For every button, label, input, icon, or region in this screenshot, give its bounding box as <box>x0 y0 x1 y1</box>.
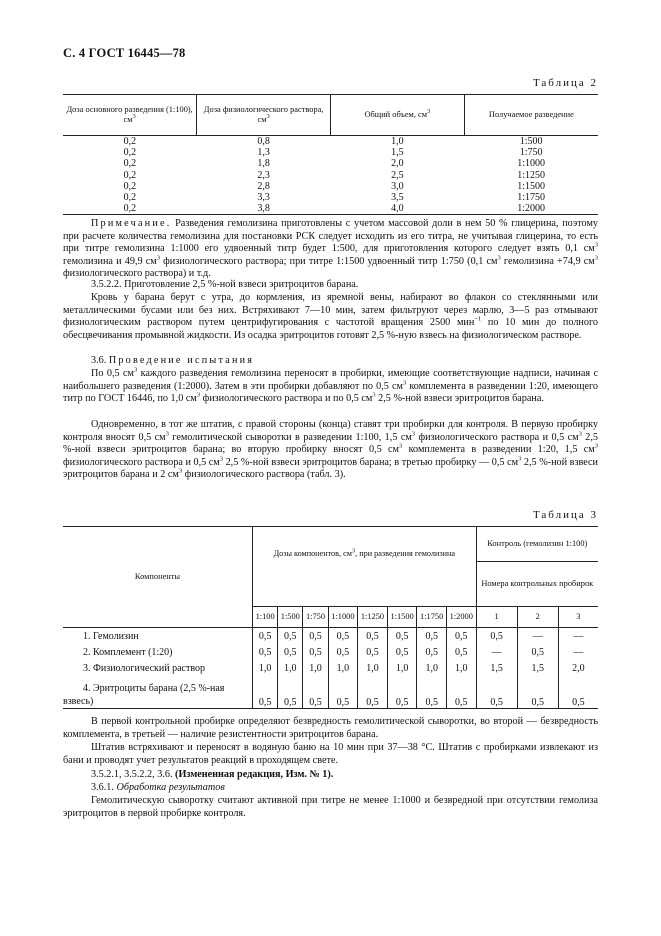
table-row <box>63 676 598 709</box>
table-cell: 0,5 <box>303 628 328 645</box>
table-cell: — <box>558 628 598 645</box>
table-cell: — <box>558 644 598 660</box>
table-3-components-header: Компоненты <box>63 527 253 628</box>
table-cell: 4,0 <box>331 203 465 215</box>
table-row <box>63 147 598 158</box>
edition-bold-text: (Измененная редакция, Изм. № 1). <box>175 769 334 780</box>
table-cell: 0,5 <box>328 644 358 660</box>
table-cell: 0,5 <box>253 644 278 660</box>
table-cell: — <box>476 644 517 660</box>
table-cell: 3,3 <box>257 192 270 204</box>
table-cell: 0,5 <box>558 676 598 709</box>
table-row <box>63 170 598 181</box>
note-lead: Примечание. <box>91 218 172 229</box>
table-cell: 0,2 <box>123 147 137 159</box>
table-3-dilution-header: 1:2000 <box>446 607 476 628</box>
paragraph-text: Штатив встряхивают и переносят в водяную баню на 10 мин при 37—38 °С. Штатив с пробирками извлекают из бани и проводят учет результатов реакций в проходящем свете. <box>63 742 598 766</box>
table-cell: 0,5 <box>417 676 447 709</box>
table-cell: 1,0 <box>417 660 447 676</box>
table-cell: 1,0 <box>253 660 278 676</box>
table-3-component-name: 2. Комплемент (1:20) <box>83 646 173 658</box>
table-3-tube-number-header: 1 <box>476 607 517 628</box>
table-row <box>63 644 598 660</box>
table-cell: 0,5 <box>358 628 388 645</box>
section-number: 3.6.1. <box>91 782 114 793</box>
table-cell: 3,5 <box>391 192 404 204</box>
table-cell: 1,0 <box>446 660 476 676</box>
table-row <box>63 136 598 148</box>
table-cell: — <box>517 628 558 645</box>
table-cell: 0,5 <box>387 644 417 660</box>
table-cell: 0,2 <box>123 136 137 148</box>
table-row <box>63 192 598 203</box>
table-cell: 0,5 <box>387 628 417 645</box>
table-3-dilution-header: 1:1500 <box>387 607 417 628</box>
table-3-component-name: 4. Эритроциты барана (2,5 %-ная взвесь) <box>63 676 253 709</box>
table-cell: 1,0 <box>391 136 404 148</box>
table-cell: 3,8 <box>197 203 331 215</box>
table-cell: 0,5 <box>446 628 476 645</box>
section-title-text: Проведение испытания <box>108 355 255 366</box>
paragraph-text: Гемолитическую сыворотку считают активной при титре не менее 1:1000 и безвредной при отсутствии гемолиза эритроцитов в первой пробирке контроля. <box>63 795 598 819</box>
section-3-6-heading <box>63 355 598 368</box>
table-cell: 0,5 <box>303 644 328 660</box>
table-cell: 0,5 <box>417 628 447 645</box>
table-cell: 0,5 <box>387 676 417 709</box>
paragraph-text: Одновременно, в тот же штатив, с правой стороны (конца) ставят три пробирки для контроля. В первую пробирку контроля вносят 0,5 $см^3$ гемолитической сыворотки в разведении 1:100, 1,5 $см^3$ физиологического раствора и 0,5 $см^3$ 2,5 %-ной взвеси эритроцитов барана; во вторую пробирку вносят 0,5 $см^3$ комплемента в разведении 1:20, 1,5 $см^3$ физиологического раствора и 0,5 $см^3$ 2,5 %-ной взвеси эритроцитов барана; в третью пробирку — 0,5 $см^3$ 2,5 %-ной взвеси эритроцитов барана и 2 $см^3$ физиологического раствора (табл. 3). <box>63 419 598 481</box>
table-3-tube-number-header: 3 <box>558 607 598 628</box>
section-3-6-paragraph-2 <box>63 419 598 482</box>
table-cell: 0,5 <box>328 628 358 645</box>
table-row <box>63 181 598 192</box>
table-3-dilution-header: 1:1750 <box>417 607 447 628</box>
table-3-control-header: Контроль (гемолизин 1:100) <box>476 527 598 562</box>
after-table-paragraph-2 <box>63 742 598 767</box>
page-header: С. 4 ГОСТ 16445—78 <box>63 46 186 60</box>
table-2-header-cell: Получаемое разведение <box>464 95 598 136</box>
table-cell: 1,0 <box>303 660 328 676</box>
table-cell: 1,0 <box>387 660 417 676</box>
table-cell: 0,5 <box>303 676 328 709</box>
table-cell: 1,5 <box>517 660 558 676</box>
section-title-text: Обработка результатов <box>116 782 225 793</box>
table-cell: 0,5 <box>358 676 388 709</box>
section-3-6-1-text <box>63 795 598 820</box>
section-3-5-2-2-text <box>63 292 598 342</box>
table-cell: 2,3 <box>257 169 270 181</box>
table-3-dilution-header: 1:1000 <box>328 607 358 628</box>
table-cell: 0,2 <box>123 180 137 192</box>
note-text: Разведения гемолизина приготовлены с учетом массовой доли в нем 50 % глицерина, поэтому при расчете количества гемолизина для постановки РСК следует исходить из его титра, не учитывая глицерина, то есть при титре гемолизина 1:1000 его удвоенный титр будет 1:500, для приготовления которого следует взять 0,1 $см^3$ гемолизина и 49,9 $см^3$ физиологического раствора; при титре 1:1500 удвоенный титр 1:750 (0,1 $см^3$ гемолизина +74,9 $см^3$ физиологического раствора) и т.д. <box>63 218 598 280</box>
table-2-header-cell: Доза физиологического раствора, $см^3$ <box>197 95 331 136</box>
table-cell: 2,5 <box>391 169 404 181</box>
table-3-dilution-header: 1:500 <box>278 607 303 628</box>
section-3-5-2-2-title <box>63 279 598 292</box>
table-3-component-name: 3. Физиологический раствор <box>83 662 205 674</box>
table-row <box>63 203 598 215</box>
table-cell: 0,5 <box>517 644 558 660</box>
table-3-component-name: 1. Гемолизин <box>83 630 139 642</box>
section-3-6-1-heading <box>63 782 598 795</box>
table-cell: 2,0 <box>391 158 404 170</box>
table-cell: 3,0 <box>391 180 404 192</box>
table-2 <box>63 94 598 215</box>
table-3-dilution-header: 1:100 <box>253 607 278 628</box>
paragraph-text: В первой контрольной пробирке определяют безвредность гемолитической сыворотки, во второй — безвредность комплемента, в третьей — наличие резистентности эритроцитов барана. <box>63 716 598 740</box>
table-3-tubes-header: Номера контрольных пробирок <box>476 562 598 607</box>
table-2-body <box>63 136 598 215</box>
table-cell: 0,2 <box>123 169 137 181</box>
table-3-body <box>63 628 598 709</box>
section-number: 3.6. <box>91 355 107 366</box>
table-cell: 1:1250 <box>517 169 546 181</box>
table-3-dilution-header: 1:1250 <box>358 607 388 628</box>
edition-note <box>63 769 598 782</box>
table-cell: 1,5 <box>476 660 517 676</box>
table-cell: 0,5 <box>446 644 476 660</box>
table-3-caption: Таблица 3 <box>532 509 598 521</box>
table-cell: 1:1750 <box>517 192 546 204</box>
edition-reference: 3.5.2.1, 3.5.2.2, 3.6. <box>91 769 173 780</box>
table-cell: 0,5 <box>278 628 303 645</box>
table-3-dilution-header: 1:750 <box>303 607 328 628</box>
section-3-6-paragraph-1 <box>63 368 598 406</box>
after-table-paragraph-1 <box>63 716 598 741</box>
table-cell: 1:1000 <box>517 158 546 170</box>
table-cell: 1:1500 <box>517 180 546 192</box>
table-cell: 1:500 <box>519 136 543 148</box>
table-cell: 0,5 <box>517 676 558 709</box>
table-2-header-cell: Общий объем, $см^3$ <box>331 95 465 136</box>
table-cell: 2,0 <box>558 660 598 676</box>
table-cell: 0,5 <box>417 644 447 660</box>
table-cell: 0,5 <box>446 676 476 709</box>
table-cell: 1:750 <box>519 147 543 159</box>
table-cell: 0,5 <box>358 644 388 660</box>
table-cell: 0,5 <box>253 676 278 709</box>
table-row <box>63 158 598 169</box>
table-cell: 0,5 <box>476 628 517 645</box>
table-2-caption: Таблица 2 <box>532 77 598 89</box>
table-cell: 1,0 <box>278 660 303 676</box>
table-cell: 0,2 <box>63 203 197 215</box>
table-3-tube-number-header: 2 <box>517 607 558 628</box>
table-2-header-cell: Доза основного разведения (1:100), $см^3$ <box>63 95 197 136</box>
table-cell: 0,5 <box>253 628 278 645</box>
table-cell: 1:2000 <box>464 203 598 215</box>
section-title-text: 3.5.2.2. Приготовление 2,5 %-ной взвеси эритроцитов барана. <box>91 279 359 290</box>
table-cell: 1,0 <box>358 660 388 676</box>
table-3 <box>63 526 598 709</box>
table-cell: 0,5 <box>278 676 303 709</box>
table-cell: 1,3 <box>257 147 270 159</box>
table-cell: 0,5 <box>476 676 517 709</box>
table-cell: 0,8 <box>257 136 270 148</box>
table-cell: 2,8 <box>257 180 270 192</box>
table-3-doses-header: Дозы компонентов, $см^3$, при разведения гемолизина <box>253 527 477 607</box>
table-cell: 0,5 <box>278 644 303 660</box>
table-cell: 0,2 <box>123 158 137 170</box>
paragraph-text: По 0,5 $см^3$ каждого разведения гемолизина переносят в пробирки, имеющие соответствующие надписи, начиная с наибольшего разведения (1:2000). Затем в эти пробирки добавляют по 0,5 $см^3$ комплемента в разведении 1:20, имеющего титр по ГОСТ 16446, по 1,0 $см^3$ физиологического раствора и по 0,5 $см^3$ 2,5 %-ной взвеси эритроцитов барана. <box>63 366 598 405</box>
table-cell: 1,8 <box>257 158 270 170</box>
table-cell: 0,5 <box>328 676 358 709</box>
table-cell: 1,5 <box>391 147 404 159</box>
table-row <box>63 660 598 676</box>
paragraph-text: Кровь у барана берут с утра, до кормления, из яремной вены, набирают во флакон со стеклянными или металлическими бусами или без них. Встряхивают 7—10 мин, затем фильтруют через марлю, 3—5 раз отмывают физиологическим раствором путем центрифугирования с частотой вращения 2500 мин$^{-1}$ по 10 мин до полного обесцвечивания промывной жидкости. Из осадка эритроцитов готовят 2,5 %-ную взвесь на физиологическом растворе. <box>63 292 598 341</box>
table-row <box>63 628 598 645</box>
table-2-header-row <box>63 95 598 136</box>
table-cell: 1,0 <box>328 660 358 676</box>
note-paragraph <box>63 218 598 281</box>
table-cell: 0,2 <box>123 192 137 204</box>
